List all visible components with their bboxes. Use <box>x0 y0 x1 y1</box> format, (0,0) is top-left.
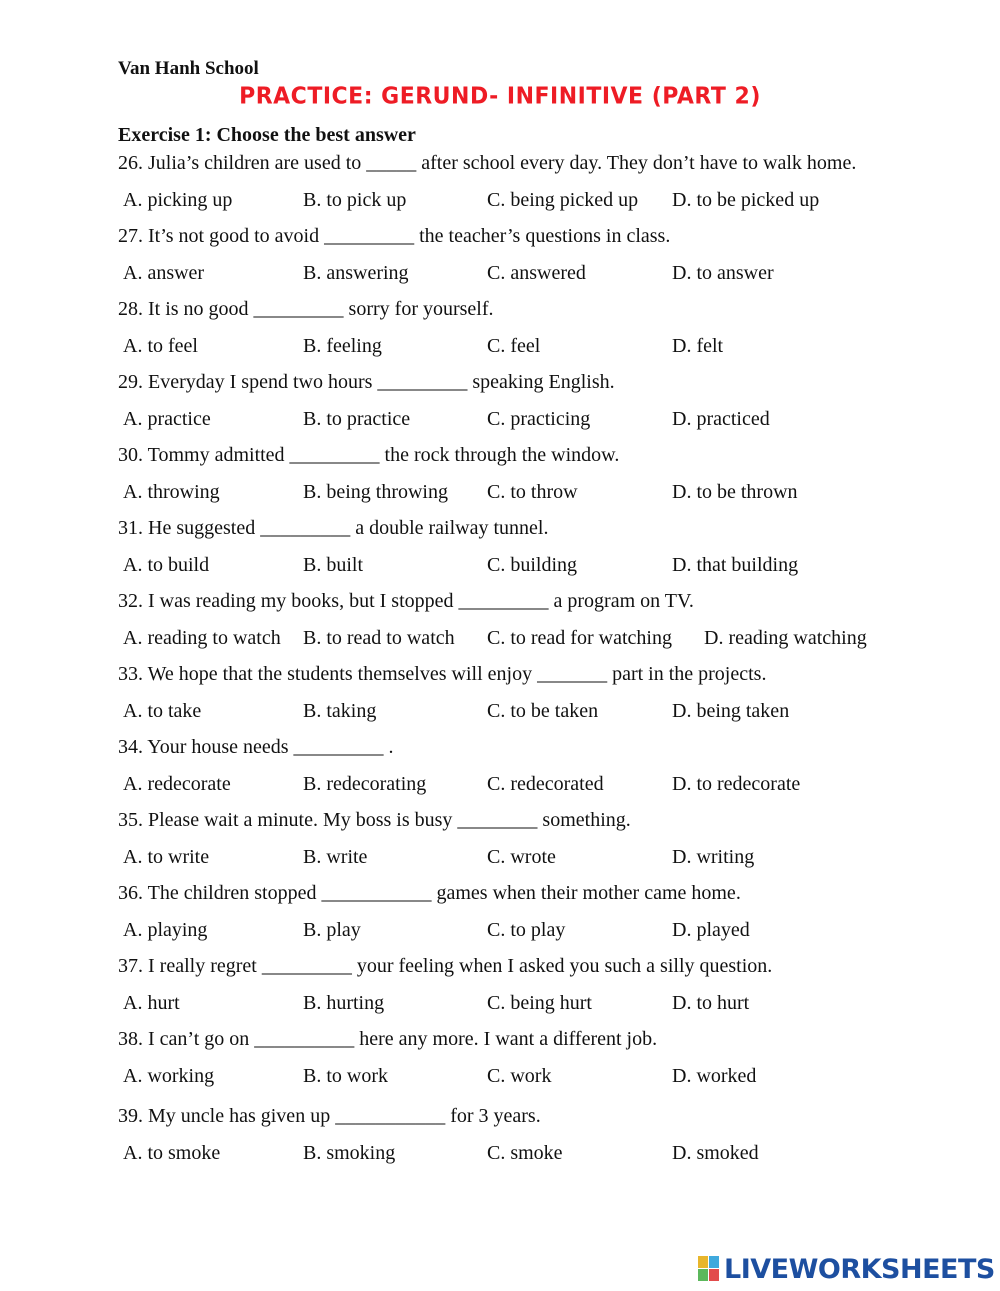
option-b[interactable]: B. to read to watch <box>303 627 455 649</box>
option-d[interactable]: D. felt <box>672 335 724 357</box>
option-a[interactable]: A. answer <box>123 262 205 284</box>
option-a[interactable]: A. to feel <box>123 335 198 357</box>
question-30 <box>118 442 978 515</box>
answer-options <box>123 1063 978 1089</box>
question-34 <box>118 734 978 807</box>
question-text: 26. Julia’s children are used to _____ after school every day. They don’t have to walk home. <box>118 152 857 174</box>
option-c[interactable]: C. feel <box>487 335 541 357</box>
option-c[interactable]: C. redecorated <box>487 773 604 795</box>
option-d[interactable]: D. reading watching <box>704 627 867 649</box>
option-c[interactable]: C. being hurt <box>487 992 592 1014</box>
answer-options <box>123 625 978 651</box>
option-c[interactable]: C. work <box>487 1065 552 1087</box>
question-37 <box>118 953 978 1026</box>
option-a[interactable]: A. to write <box>123 846 210 868</box>
option-c[interactable]: C. answered <box>487 262 586 284</box>
option-c[interactable]: C. being picked up <box>487 189 639 211</box>
option-d[interactable]: D. practiced <box>672 408 770 430</box>
answer-options <box>123 698 978 724</box>
option-b[interactable]: B. to practice <box>303 408 411 430</box>
option-b[interactable]: B. write <box>303 846 368 868</box>
liveworksheets-logo-icon <box>698 1256 720 1282</box>
question-text: 37. I really regret _________ your feeling when I asked you such a silly question. <box>118 955 773 977</box>
logo-text: LIVEWORKSHEETS <box>724 1253 995 1285</box>
question-text: 30. Tommy admitted _________ the rock through the window. <box>118 444 620 466</box>
option-b[interactable]: B. hurting <box>303 992 385 1014</box>
question-text: 27. It’s not good to avoid _________ the teacher’s questions in class. <box>118 225 671 247</box>
option-a[interactable]: A. picking up <box>123 189 233 211</box>
question-text: 34. Your house needs _________ . <box>118 736 394 758</box>
option-a[interactable]: A. hurt <box>123 992 180 1014</box>
question-36 <box>118 880 978 953</box>
question-26 <box>118 150 978 223</box>
option-a[interactable]: A. to smoke <box>123 1142 221 1164</box>
option-a[interactable]: A. playing <box>123 919 208 941</box>
question-35 <box>118 807 978 880</box>
question-text: 33. We hope that the students themselves will enjoy _______ part in the projects. <box>118 663 767 685</box>
question-text: 39. My uncle has given up ___________ for 3 years. <box>118 1105 541 1127</box>
option-d[interactable]: D. that building <box>672 554 799 576</box>
question-38 <box>118 1026 978 1103</box>
option-b[interactable]: B. feeling <box>303 335 382 357</box>
option-d[interactable]: D. played <box>672 919 750 941</box>
question-33 <box>118 661 978 734</box>
option-a[interactable]: A. practice <box>123 408 211 430</box>
worksheet-title: PRACTICE: GERUND- INFINITIVE (PART 2) <box>239 83 761 110</box>
option-d[interactable]: D. to hurt <box>672 992 750 1014</box>
option-d[interactable]: D. to be picked up <box>672 189 820 211</box>
option-c[interactable]: C. building <box>487 554 578 576</box>
question-text: 38. I can’t go on __________ here any more. I want a different job. <box>118 1028 658 1050</box>
answer-options <box>123 187 978 213</box>
answer-options <box>123 552 978 578</box>
option-d[interactable]: D. to redecorate <box>672 773 801 795</box>
question-27 <box>118 223 978 296</box>
answer-options <box>123 260 978 286</box>
option-c[interactable]: C. to read for watching <box>487 627 672 649</box>
option-a[interactable]: A. to take <box>123 700 202 722</box>
answer-options <box>123 1140 978 1166</box>
answer-options <box>123 917 978 943</box>
question-text: 31. He suggested _________ a double railway tunnel. <box>118 517 549 539</box>
option-d[interactable]: D. worked <box>672 1065 757 1087</box>
question-list <box>118 150 978 1176</box>
question-text: 32. I was reading my books, but I stopped _________ a program on TV. <box>118 590 694 612</box>
question-text: 35. Please wait a minute. My boss is busy ________ something. <box>118 809 631 831</box>
option-b[interactable]: B. taking <box>303 700 377 722</box>
answer-options <box>123 990 978 1016</box>
question-39 <box>118 1103 978 1176</box>
option-b[interactable]: B. to work <box>303 1065 388 1087</box>
option-c[interactable]: C. to play <box>487 919 566 941</box>
option-a[interactable]: A. redecorate <box>123 773 231 795</box>
option-b[interactable]: B. built <box>303 554 364 576</box>
answer-options <box>123 844 978 870</box>
option-c[interactable]: C. smoke <box>487 1142 563 1164</box>
option-b[interactable]: B. being throwing <box>303 481 448 503</box>
option-c[interactable]: C. wrote <box>487 846 556 868</box>
option-b[interactable]: B. redecorating <box>303 773 427 795</box>
option-b[interactable]: B. to pick up <box>303 189 407 211</box>
question-31 <box>118 515 978 588</box>
answer-options <box>123 479 978 505</box>
answer-options <box>123 333 978 359</box>
answer-options <box>123 771 978 797</box>
option-b[interactable]: B. smoking <box>303 1142 396 1164</box>
question-32 <box>118 588 978 661</box>
option-a[interactable]: A. working <box>123 1065 215 1087</box>
option-d[interactable]: D. to answer <box>672 262 774 284</box>
option-b[interactable]: B. answering <box>303 262 409 284</box>
question-text: 28. It is no good _________ sorry for yourself. <box>118 298 494 320</box>
option-c[interactable]: C. to throw <box>487 481 578 503</box>
option-b[interactable]: B. play <box>303 919 361 941</box>
option-c[interactable]: C. to be taken <box>487 700 599 722</box>
option-d[interactable]: D. to be thrown <box>672 481 798 503</box>
option-d[interactable]: D. smoked <box>672 1142 759 1164</box>
question-29 <box>118 369 978 442</box>
school-name: Van Hanh School <box>118 58 259 79</box>
option-c[interactable]: C. practicing <box>487 408 591 430</box>
option-d[interactable]: D. being taken <box>672 700 790 722</box>
liveworksheets-logo[interactable] <box>698 1254 995 1284</box>
question-text: 29. Everyday I spend two hours _________ speaking English. <box>118 371 615 393</box>
question-text: 36. The children stopped ___________ games when their mother came home. <box>118 882 741 904</box>
question-28 <box>118 296 978 369</box>
option-d[interactable]: D. writing <box>672 846 755 868</box>
exercise-heading: Exercise 1: Choose the best answer <box>118 124 416 146</box>
option-a[interactable]: A. throwing <box>123 481 220 503</box>
option-a[interactable]: A. reading to watch <box>123 627 281 649</box>
answer-options <box>123 406 978 432</box>
option-a[interactable]: A. to build <box>123 554 210 576</box>
